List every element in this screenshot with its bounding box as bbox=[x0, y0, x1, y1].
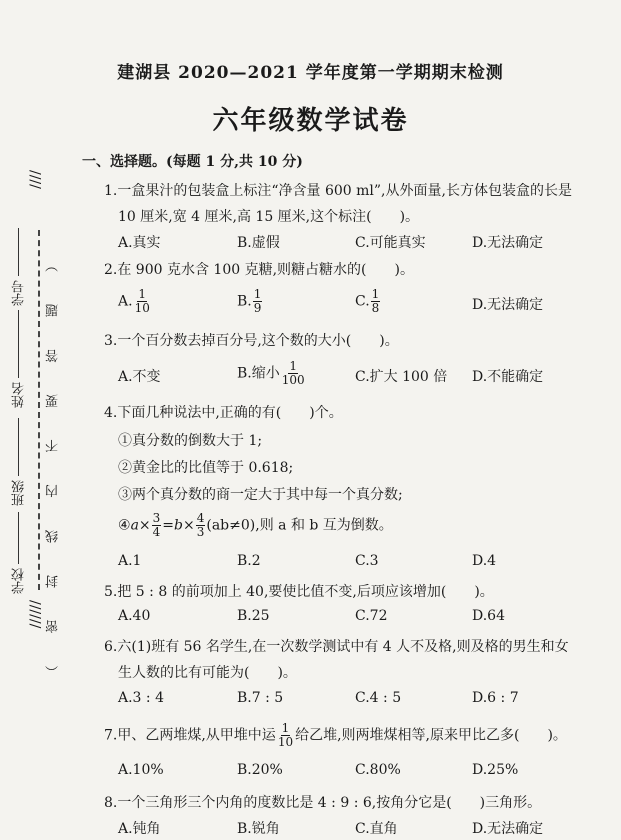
q4-s4-var-a: a bbox=[130, 517, 139, 534]
q4-s4-fraction-1 bbox=[152, 512, 162, 539]
q6-option-a: A.3 : 4 bbox=[118, 690, 164, 706]
q2-option-d: D.无法确定 bbox=[472, 297, 544, 313]
q7-line1 bbox=[104, 722, 567, 749]
q1-line2: 10 厘米,宽 4 厘米,高 15 厘米,这个标注( )。 bbox=[118, 209, 420, 225]
q5-option-b: B.25 bbox=[237, 608, 270, 624]
q1-option-b: B.虚假 bbox=[237, 235, 280, 251]
q1-option-d: D.无法确定 bbox=[472, 235, 544, 251]
q3-option-c: C.扩大 100 倍 bbox=[355, 369, 448, 385]
q3-b-numerator: 1 bbox=[289, 359, 298, 373]
q2-c-denominator: 8 bbox=[371, 301, 380, 315]
q2-a-denominator: 10 bbox=[134, 301, 150, 315]
q3-option-b-fraction bbox=[281, 360, 306, 387]
q2-c-numerator: 1 bbox=[371, 287, 380, 301]
q4-s4-fraction-2 bbox=[196, 512, 206, 539]
school-label: 学校 bbox=[12, 568, 27, 594]
q4-s4-f1-denominator: 4 bbox=[152, 525, 161, 539]
q7-numerator: 1 bbox=[281, 721, 290, 735]
name-underline bbox=[18, 310, 19, 378]
q7-fraction bbox=[277, 722, 294, 749]
seal-text: （ 密 封 线 内 不 要 答 题 ） bbox=[46, 245, 61, 679]
q2-option-c-fraction bbox=[371, 288, 381, 315]
q6-option-c: C.4 : 5 bbox=[355, 690, 402, 706]
q3-option-a: A.不变 bbox=[118, 369, 161, 385]
id-underline bbox=[18, 228, 19, 276]
q4-s4-times-1: × bbox=[138, 517, 151, 534]
q8-option-c: C.直角 bbox=[355, 821, 398, 837]
q2-line1: 2.在 900 克水含 100 克糖,则糖占糖水的( )。 bbox=[104, 262, 414, 278]
q4-statement-3: ③两个真分数的商一定大于其中每一个真分数; bbox=[118, 487, 403, 503]
q5-option-d: D.64 bbox=[472, 608, 505, 624]
q2-option-b bbox=[237, 288, 263, 315]
id-label: 学号 bbox=[12, 280, 27, 306]
q4-option-b: B.2 bbox=[237, 553, 261, 569]
binding-hatch-top: //// bbox=[28, 170, 44, 189]
q2-option-b-fraction bbox=[253, 288, 263, 315]
q3-option-b bbox=[237, 360, 307, 387]
q5-option-c: C.72 bbox=[355, 608, 388, 624]
q4-s4-prefix: ④ bbox=[118, 517, 131, 534]
q1-option-a: A.真实 bbox=[118, 235, 161, 251]
q4-s4-times-2: × bbox=[183, 517, 195, 534]
q2-option-a-fraction bbox=[134, 288, 151, 315]
q7-suffix: 给乙堆,则两堆煤相等,原来甲比乙多( )。 bbox=[295, 727, 567, 744]
q4-option-d: D.4 bbox=[472, 553, 497, 569]
q1-option-c: C.可能真实 bbox=[355, 235, 426, 251]
class-label: 班级 bbox=[12, 480, 27, 506]
q8-option-b: B.锐角 bbox=[237, 821, 280, 837]
q2-b-numerator: 1 bbox=[253, 287, 262, 301]
q2-b-denominator: 9 bbox=[253, 301, 262, 315]
q4-s4-equals: = bbox=[162, 517, 175, 534]
q7-prefix: 7.甲、乙两堆煤,从甲堆中运 bbox=[104, 727, 276, 744]
q4-s4-f2-denominator: 3 bbox=[196, 525, 205, 539]
q8-option-d: D.无法确定 bbox=[472, 821, 544, 837]
name-label: 姓名 bbox=[12, 382, 27, 408]
exam-title: 建湖县 2020—2021 学年度第一学期期末检测 bbox=[117, 63, 504, 83]
q4-line1: 4.下面几种说法中,正确的有( )个。 bbox=[104, 405, 343, 421]
q4-s4-f1-numerator: 3 bbox=[152, 511, 161, 525]
q6-line2: 生人数的比有可能为( )。 bbox=[118, 665, 297, 681]
q7-option-c: C.80% bbox=[355, 762, 401, 778]
q6-option-b: B.7 : 5 bbox=[237, 690, 284, 706]
q2-option-c bbox=[355, 288, 381, 315]
q5-option-a: A.40 bbox=[118, 608, 151, 624]
q4-statement-2: ②黄金比的比值等于 0.618; bbox=[118, 460, 294, 476]
q8-option-a: A.钝角 bbox=[118, 821, 161, 837]
q3-option-b-prefix: B.缩小 bbox=[237, 365, 280, 382]
q4-s4-f2-numerator: 4 bbox=[196, 511, 205, 525]
exam-subtitle: 六年级数学试卷 bbox=[212, 106, 409, 136]
q8-line1: 8.一个三角形三个内角的度数比是 4 : 9 : 6,按角分它是( )三角形。 bbox=[104, 795, 542, 811]
q4-statement-4 bbox=[118, 512, 393, 539]
q2-a-numerator: 1 bbox=[138, 287, 147, 301]
class-underline bbox=[18, 418, 19, 476]
q4-option-a: A.1 bbox=[118, 553, 142, 569]
q6-option-d: D.6 : 7 bbox=[472, 690, 519, 706]
q3-line1: 3.一个百分数去掉百分号,这个数的大小( )。 bbox=[104, 333, 399, 349]
q7-denominator: 10 bbox=[277, 735, 294, 749]
q7-option-d: D.25% bbox=[472, 762, 519, 778]
q5-line1: 5.把 5 : 8 的前项加上 40,要使比值不变,后项应该增加( )。 bbox=[104, 584, 494, 600]
q2-option-c-prefix: C. bbox=[355, 293, 370, 310]
q2-option-a bbox=[118, 288, 152, 315]
binding-hatch-bottom: ////// bbox=[28, 600, 44, 629]
q4-s4-condition: (ab≠0),则 a 和 b 互为倒数。 bbox=[206, 517, 393, 534]
q3-b-denominator: 100 bbox=[281, 373, 305, 387]
q4-option-c: C.3 bbox=[355, 553, 379, 569]
q4-s4-var-b: b bbox=[174, 517, 183, 534]
q1-line1: 1.一盒果汁的包装盒上标注“净含量 600 ml”,从外面量,长方体包装盒的长是 bbox=[104, 183, 572, 199]
q4-statement-1: ①真分数的倒数大于 1; bbox=[118, 433, 263, 449]
school-underline bbox=[18, 512, 19, 564]
q7-option-b: B.20% bbox=[237, 762, 283, 778]
section-heading: 一、选择题。(每题 1 分,共 10 分) bbox=[82, 154, 303, 170]
q7-option-a: A.10% bbox=[118, 762, 164, 778]
seal-dashed-line bbox=[38, 230, 40, 590]
q2-option-a-prefix: A. bbox=[118, 293, 133, 310]
q3-option-d: D.不能确定 bbox=[472, 369, 544, 385]
q6-line1: 6.六(1)班有 56 名学生,在一次数学测试中有 4 人不及格,则及格的男生和女 bbox=[104, 639, 569, 655]
q2-option-b-prefix: B. bbox=[237, 293, 252, 310]
